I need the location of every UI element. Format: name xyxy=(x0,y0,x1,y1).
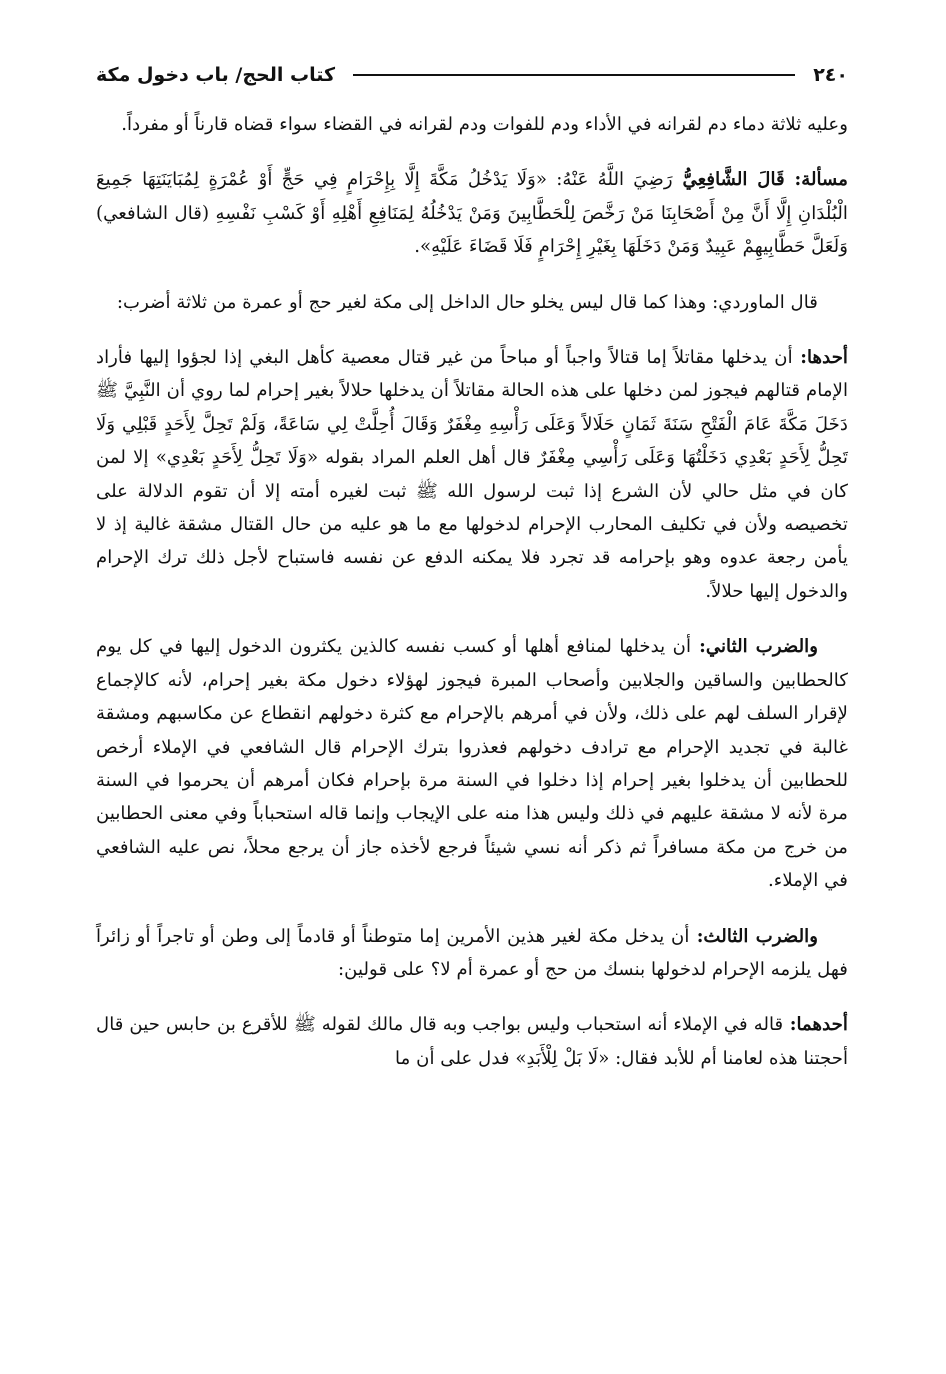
paragraph-lead: مسألة: قَالَ الشَّافِعِيُّ xyxy=(672,169,848,191)
paragraph-text: رَضِيَ اللَّهُ عَنْهُ: «وَلَا يَدْخُلُ مَكَّةَ إِلَّا بِإِحْرَامٍ فِي حَجٍّ أَوْ عُمْرَةٍ لِمُبَايَنَتِهَا جَمِيعَ الْبُلْدَانِ إِلَّا أَنَّ مِنْ أَصْحَابِنَا مَنْ رَخَّصَ لِلْحَطَّابِينَ وَمَنْ يَدْخُلُهُ لِمَنَافِعِ أَهْلِهِ أَوْ كَسْبِ نَفْسِهِ (قال الشافعي) وَلَعَلَّ حَطَّابِيهِمْ عَبِيدٌ وَمَنْ دَخَلَهَا بِغَيْرِ إِحْرَامٍ فَلَا قَضَاءَ عَلَيْهِ». xyxy=(96,169,848,258)
paragraph-text: أن يدخل مكة لغير هذين الأمرين إما متوطناً أو قادماً إلى وطن أو تاجراً أو زائراً فهل يلزمه الإحرام لدخولها بنسك من حج أو عمرة أم لا؟ على قولين: xyxy=(96,925,848,980)
header-rule xyxy=(353,74,795,76)
paragraph-text: قاله في الإملاء أنه استحباب وليس بواجب وبه قال مالك لقوله ﷺ للأقرع بن حابس حين قال أحجتنا هذه لعامنا أم للأبد فقال: «لَا بَلْ لِلْأَبَدِ» فدل على أن ما xyxy=(96,1014,848,1069)
book-page xyxy=(96,58,848,1358)
paragraph-text: وعليه ثلاثة دماء دم لقرانه في الأداء ودم للفوات ودم لقرانه في القضاء سواء قضاه قارناً أو مفرداً. xyxy=(121,114,848,135)
page-header xyxy=(96,58,848,92)
paragraph-mawardi xyxy=(96,286,848,319)
paragraph-lead: أحدها: xyxy=(792,347,848,369)
paragraph-lead: والضرب الثالث: xyxy=(689,925,818,947)
paragraph-masala xyxy=(96,163,848,263)
paragraph-first-type xyxy=(96,341,848,608)
paragraph-text: قال الماوردي: وهذا كما قال ليس يخلو حال الداخل إلى مكة لغير حج أو عمرة من ثلاثة أضرب: xyxy=(116,291,818,313)
paragraph-text: أن يدخلها لمنافع أهلها أو كسب نفسه كالذين يكثرون الدخول إليها في كل يوم كالحطابين والساقين والجلابين وأصحاب المبرة فيجوز لهؤلاء دخول مكة بغير إحرام، لأنه كالإجماع لإقرار السلف لهم على ذلك، ولأن في أمرهم بالإحرام مع كثرة دخولهم انقطاع عن مكاسبهم ومشقة غالبة في تجديد الإحرام مع ترادف دخولهم فعذروا بترك الإحرام قال الشافعي في الإملاء أرخص للحطابين أن يدخلوا بغير إحرام إذا دخلوا في السنة مرة بإحرام فكان أمرهم أن يحرموا في السنة مرة لأنه لا مشقة عليهم في ذلك وليس هذا منه على الإيجاب وإنما قاله استحباباً وفي معنى الحطابين من خرج من مكة مسافراً ثم ذكر أنه نسي شيئاً فرجع لأخذه جاز أن يرجع محلاً، نص عليه الشافعي في الإملاء. xyxy=(96,636,848,892)
paragraph-third-type xyxy=(96,920,848,987)
page-number: ٢٤٠ xyxy=(813,64,848,86)
running-title: كتاب الحج/ باب دخول مكة xyxy=(96,64,336,86)
paragraph-lead: والضرب الثاني: xyxy=(691,636,819,658)
paragraph-text: أن يدخلها مقاتلاً إما قتالاً واجباً أو مباحاً من غير قتال معصية كأهل البغي إذا لجؤوا إليها فأراد الإمام قتالهم فيجوز لمن دخلها على هذه الحالة مقاتلاً أن يدخلها حلالاً بغير إحرام لما روي أن النَّبِيَّ ﷺ دَخَلَ مَكَّةَ عَامَ الْفَتْحِ سَنَةَ ثَمَانٍ حَلَالاً وَعَلَى رَأْسِهِ مِغْفَرٌ وَقَالَ أُحِلَّتْ لِي سَاعَةً، وَلَمْ تَحِلَّ لِأَحَدٍ قَبْلِي وَلَا تَحِلُّ لِأَحَدٍ بَعْدِي دَخَلْتُهَا وَعَلَى رَأْسِي مِغْفَرٌ قال أهل العلم المراد بقوله «وَلَا تَحِلُّ لِأَحَدٍ بَعْدِي» إلا لمن كان في مثل حالي لأن الشرع إذا ثبت لرسول الله ﷺ ثبت لغيره أمته إلا أن تقوم الدلالة على تخصيصه ولأن في تكليف المحارب الإحرام لدخولها مع ما هو عليه من حال القتال مشقة غالية إذ لا يأمن رجعة عدوه وهو بإحرامه قد تجرد فلا يمكنه الدفع عن نفسه فاستباح لأجل ذلك ترك الإحرام والدخول إليها حلالاً. xyxy=(96,347,848,602)
paragraph-second-type xyxy=(96,630,848,897)
paragraph-lead: أحدهما: xyxy=(783,1014,848,1036)
paragraph-penalty xyxy=(96,108,848,141)
paragraph-first-opinion xyxy=(96,1008,848,1075)
